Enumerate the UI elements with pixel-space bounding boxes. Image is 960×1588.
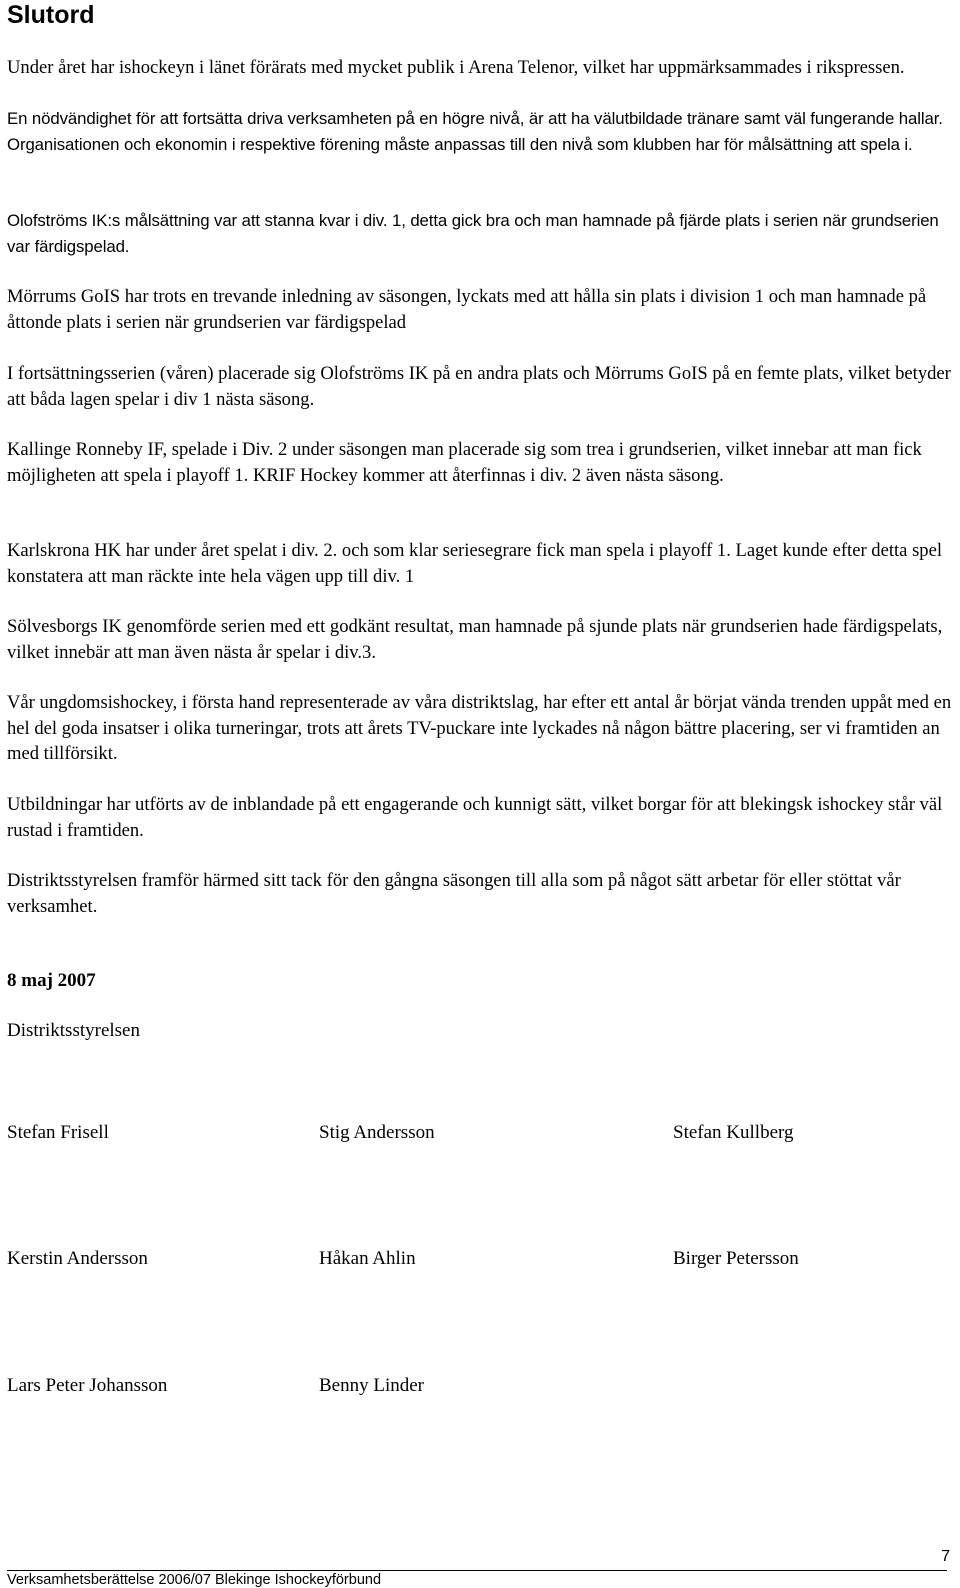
signatory-name: Stefan Frisell [7, 1122, 109, 1143]
signatory-name: Lars Peter Johansson [7, 1375, 168, 1396]
organization-name: Distriktsstyrelsen [7, 1020, 140, 1041]
signatory-name: Stig Andersson [319, 1122, 435, 1143]
paragraph-morrum: Mörrums GoIS har trots en trevande inledning av säsongen, lyckats med att hålla sin plats i division 1 och man hamnade på åttonde plats i serien när grundserien var färdigspelad [7, 286, 927, 333]
signatory-name: Birger Petersson [673, 1248, 799, 1269]
paragraph-olofstrom: Olofströms IK:s målsättning var att stanna kvar i div. 1, detta gick bra och man hamnade på fjärde plats i serien när grundserien var färdigspelad. [7, 211, 939, 256]
signatory-name: Stefan Kullberg [673, 1122, 794, 1143]
signatory-name: Håkan Ahlin [319, 1248, 416, 1269]
paragraph-thanks: Distriktsstyrelsen framför härmed sitt tack för den gångna säsongen till alla som på något sätt arbetar för eller stöttat vår verksamhet. [7, 870, 901, 917]
signatory-name: Benny Linder [319, 1375, 425, 1396]
paragraph-education: Utbildningar har utförts av de inblandade på ett engagerande och kunnigt sätt, vilket borgar för att blekingsk ishockey står väl rustad i framtiden. [7, 794, 943, 841]
paragraph-intro: Under året har ishockeyn i länet förärats med mycket publik i Arena Telenor, vilket har uppmärksammades i rikspressen. [7, 57, 905, 78]
paragraph-training-text: En nödvändighet för att fortsätta driva verksamheten på en högre nivå, är att ha välutbildade tränare samt väl fungerande hallar. Organisationen och ekonomin i respektive förening måste anpassas till den nivå som klubben har för målsättning att spela i. [7, 109, 943, 154]
footer-text: Verksamhetsberättelse 2006/07 Blekinge Ishockeyförbund [7, 1572, 382, 1588]
signatory-name: Kerstin Andersson [7, 1248, 148, 1269]
paragraph-continuation: I fortsättningsserien (våren) placerade sig Olofströms IK på en andra plats och Mörrums GoIS på en femte plats, vilket betyder att båda lagen spelar i div 1 nästa säsong. [7, 363, 951, 410]
paragraph-training [7, 106, 957, 157]
page-title: Slutord [7, 1, 95, 29]
document-date: 8 maj 2007 [7, 970, 96, 991]
paragraph-solvesborg: Sölvesborgs IK genomförde serien med ett godkänt resultat, man hamnade på sjunde plats när grundserien hade färdigspelats, vilket innebär att man även nästa år spelar i div.3. [7, 616, 943, 663]
page-number: 7 [941, 1548, 950, 1565]
paragraph-kallinge: Kallinge Ronneby IF, spelade i Div. 2 under säsongen man placerade sig som trea i grundserien, vilket innebar att man fick möjligheten att spela i playoff 1. KRIF Hockey kommer att återfinnas i div. 2 även nästa säsong. [7, 439, 922, 486]
paragraph-youth: Vår ungdomsishockey, i första hand representerade av våra distriktslag, har efter ett antal år börjat vända trenden uppåt med en hel del goda insatser i olika turneringar, trots att årets TV-puckare inte lyckades nå någon bättre placering, ser vi framtiden an med tillförsikt. [7, 692, 952, 764]
paragraph-karlskrona: Karlskrona HK har under året spelat i div. 2. och som klar seriesegrare fick man spela i playoff 1. Laget kunde efter detta spel konstatera att man räckte inte hela vägen upp till div. 1 [7, 540, 943, 587]
footer-divider [7, 1570, 947, 1571]
